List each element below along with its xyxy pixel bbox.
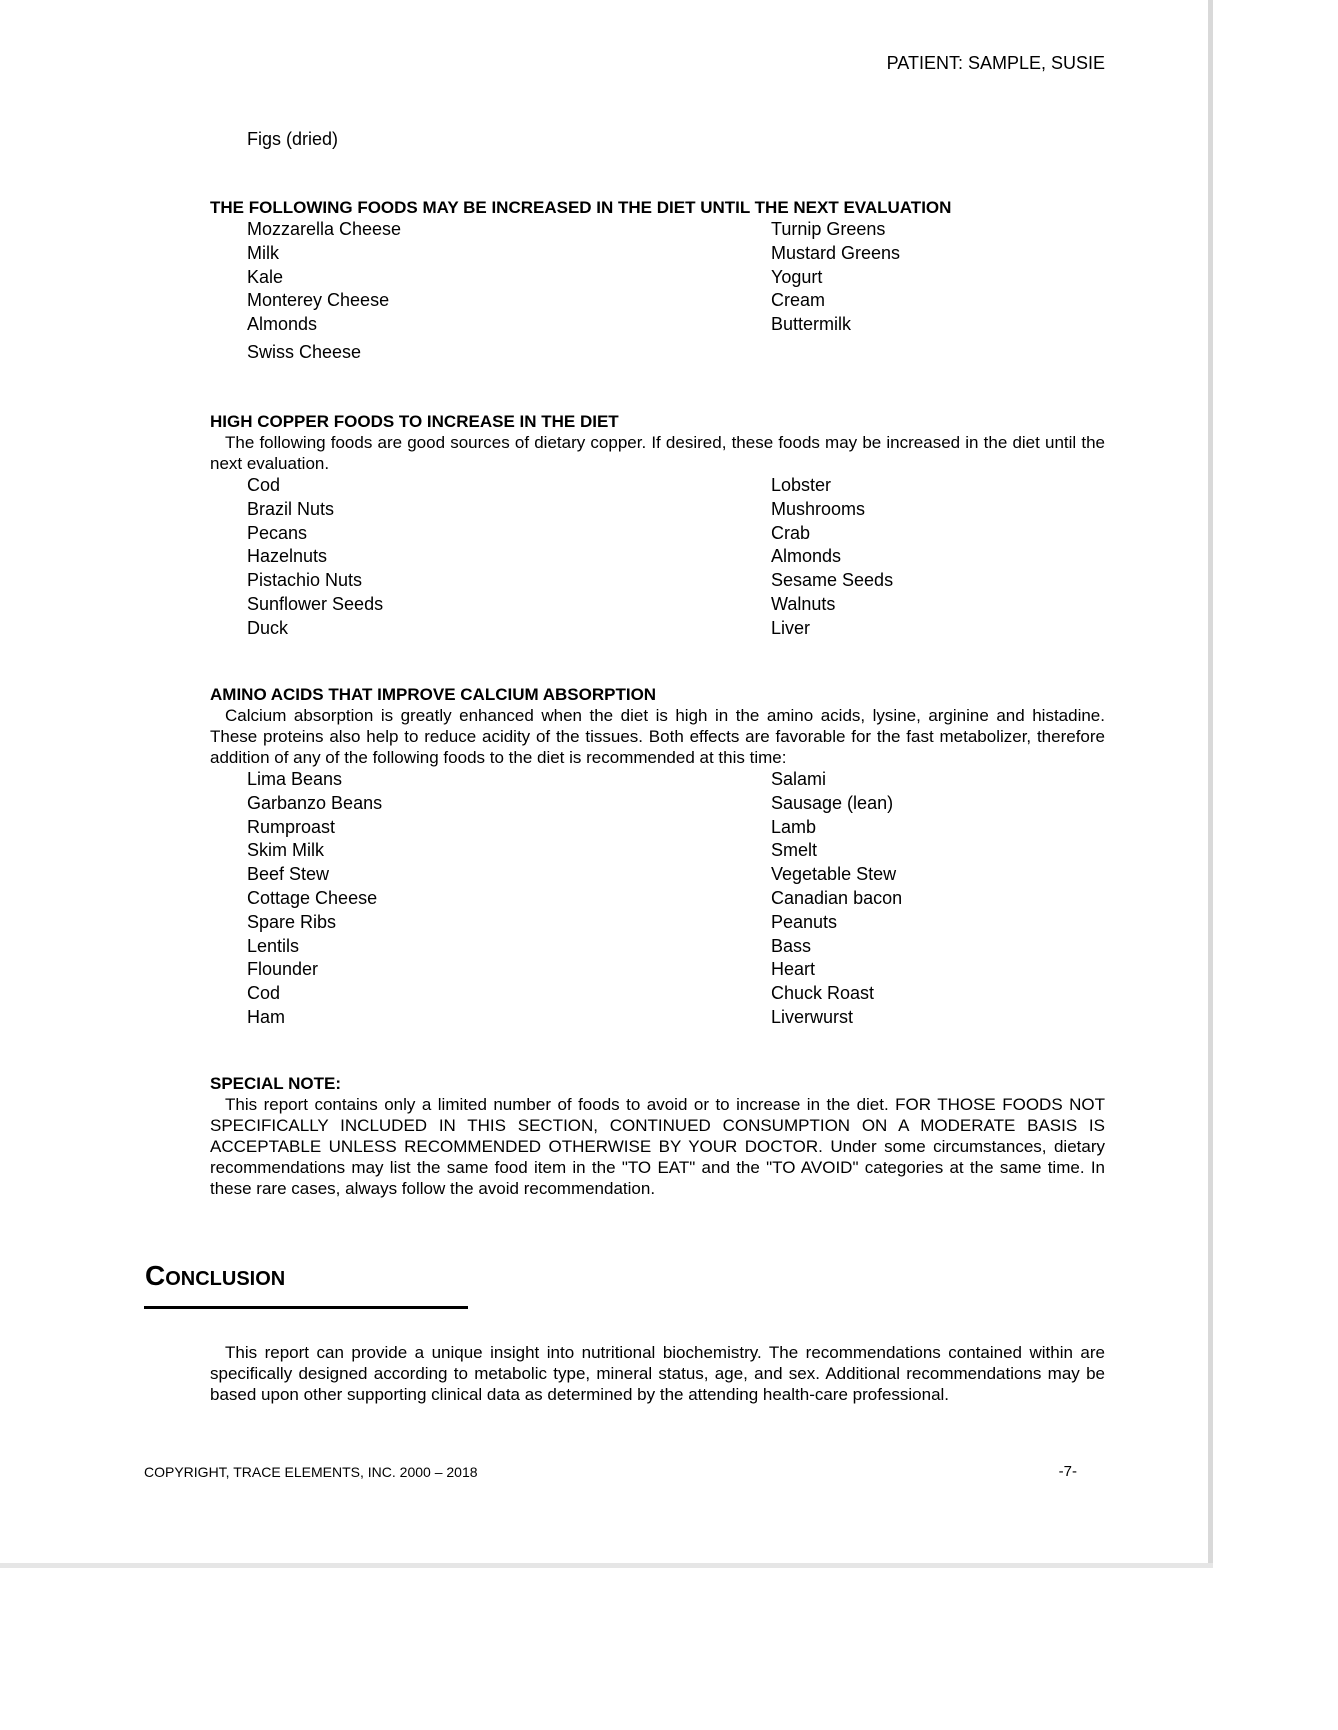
list-item: Cream <box>771 290 826 311</box>
section-intro: Calcium absorption is greatly enhanced when the diet is high in the amino acids, lysine, arginine and histadine. These proteins also help to reduce acidity of the tissues. Both effects are favorable for the fast metabolizer, therefore addition of any of the following foods to the diet is recommended at this time: <box>210 706 1105 767</box>
section-title: AMINO ACIDS THAT IMPROVE CALCIUM ABSORPTION <box>210 685 657 704</box>
list-item: Almonds <box>247 314 318 335</box>
list-item: Lentils <box>247 935 300 956</box>
special-note-text: This report contains only a limited number of foods to avoid or to increase in the diet. FOR THOSE FOODS NOT SPECIFICALLY INCLUDED IN THIS SECTION, CONTINUED CONSUMPTION ON A MODERATE BASIS IS ACCEPTABLE UNLESS RECOMMENDED OTHERWISE BY YOUR DOCTOR. Under some circumstances, dietary recommendations may list the same food item in the "TO EAT" and the "TO AVOID" categories at the same time. In these rare cases, always follow the avoid recommendation. <box>210 1095 1105 1198</box>
increase-foods-section <box>210 197 1105 364</box>
carryover-section <box>210 128 1105 151</box>
list-item: Chuck Roast <box>771 983 875 1004</box>
list-item: Brazil Nuts <box>247 498 335 519</box>
copyright-footer: COPYRIGHT, TRACE ELEMENTS, INC. 2000 – 2018 <box>144 1464 478 1480</box>
list-item: Mozzarella Cheese <box>247 219 402 239</box>
food-list-right <box>771 218 900 337</box>
food-list-right <box>771 768 902 1030</box>
list-item: Sausage (lean) <box>771 792 894 813</box>
list-item: Mushrooms <box>771 498 866 519</box>
list-item: Mustard Greens <box>771 242 901 263</box>
list-item: Beef Stew <box>247 864 330 885</box>
page-edge <box>0 1563 1213 1568</box>
list-item: Bass <box>771 935 812 956</box>
list-item: Vegetable Stew <box>771 864 897 885</box>
heading-rule <box>144 1306 468 1309</box>
copper-foods-section <box>210 411 1105 641</box>
conclusion-section <box>210 1342 1105 1405</box>
list-item: Figs (dried) <box>247 129 339 149</box>
list-item: Smelt <box>771 840 818 861</box>
list-item: Crab <box>771 522 811 543</box>
list-item: Salami <box>771 769 827 789</box>
list-item: Monterey Cheese <box>247 290 390 311</box>
list-item: Milk <box>247 242 279 263</box>
section-title: THE FOLLOWING FOODS MAY BE INCREASED IN THE DIET UNTIL THE NEXT EVALUATION <box>210 198 952 217</box>
section-intro: The following foods are good sources of dietary copper. If desired, these foods may be increased in the diet until the next evaluation. <box>210 433 1105 473</box>
list-item: Turnip Greens <box>771 219 886 239</box>
list-item: Lobster <box>771 475 832 495</box>
conclusion-text: This report can provide a unique insight into nutritional biochemistry. The recommendations contained within are specifically designed according to metabolic type, mineral status, age, and sex. Additional recommendations may be based upon other supporting clinical data as determined by the attending health-care professional. <box>210 1343 1105 1404</box>
list-item: Rumproast <box>247 816 336 837</box>
food-columns <box>210 474 1105 641</box>
food-columns <box>210 768 1105 1030</box>
list-item: Garbanzo Beans <box>247 792 383 813</box>
list-item: Lima Beans <box>247 769 343 789</box>
section-title: HIGH COPPER FOODS TO INCREASE IN THE DIET <box>210 412 619 431</box>
list-item: Walnuts <box>771 593 836 614</box>
list-item: Ham <box>247 1006 286 1027</box>
list-item: Flounder <box>247 959 319 980</box>
food-columns <box>210 218 1105 337</box>
section-title: SPECIAL NOTE: <box>210 1074 341 1093</box>
list-item: Swiss Cheese <box>247 341 362 362</box>
list-item: Yogurt <box>771 266 823 287</box>
list-item: Sunflower Seeds <box>247 593 384 614</box>
list-item: Heart <box>771 959 816 980</box>
list-item: Hazelnuts <box>247 546 328 567</box>
conclusion-heading: Conclusion <box>145 1260 286 1291</box>
food-list-left <box>210 768 771 1030</box>
list-item: Cod <box>247 475 281 495</box>
page-number: -7- <box>1058 1463 1077 1480</box>
food-list-left <box>210 474 771 641</box>
list-item: Buttermilk <box>771 314 852 335</box>
list-item: Peanuts <box>771 911 838 932</box>
page-edge <box>1208 0 1213 1568</box>
list-item: Kale <box>247 266 284 287</box>
list-item: Sesame Seeds <box>771 570 894 591</box>
food-list-left <box>210 218 771 337</box>
list-item: Almonds <box>771 546 842 567</box>
list-item: Pecans <box>247 522 308 543</box>
list-item: Duck <box>247 617 289 638</box>
amino-acids-section <box>210 684 1105 1030</box>
list-item: Canadian bacon <box>771 887 903 908</box>
patient-header: PATIENT: SAMPLE, SUSIE <box>886 53 1105 73</box>
list-item: Liverwurst <box>771 1006 854 1027</box>
list-item: Spare Ribs <box>247 911 337 932</box>
list-item: Pistachio Nuts <box>247 570 363 591</box>
list-item: Liver <box>771 617 811 638</box>
special-note-section <box>210 1073 1105 1199</box>
list-item: Skim Milk <box>247 840 324 861</box>
list-item: Lamb <box>771 816 817 837</box>
list-item: Cottage Cheese <box>247 887 378 908</box>
list-item: Cod <box>247 983 281 1004</box>
food-list-right <box>771 474 893 641</box>
